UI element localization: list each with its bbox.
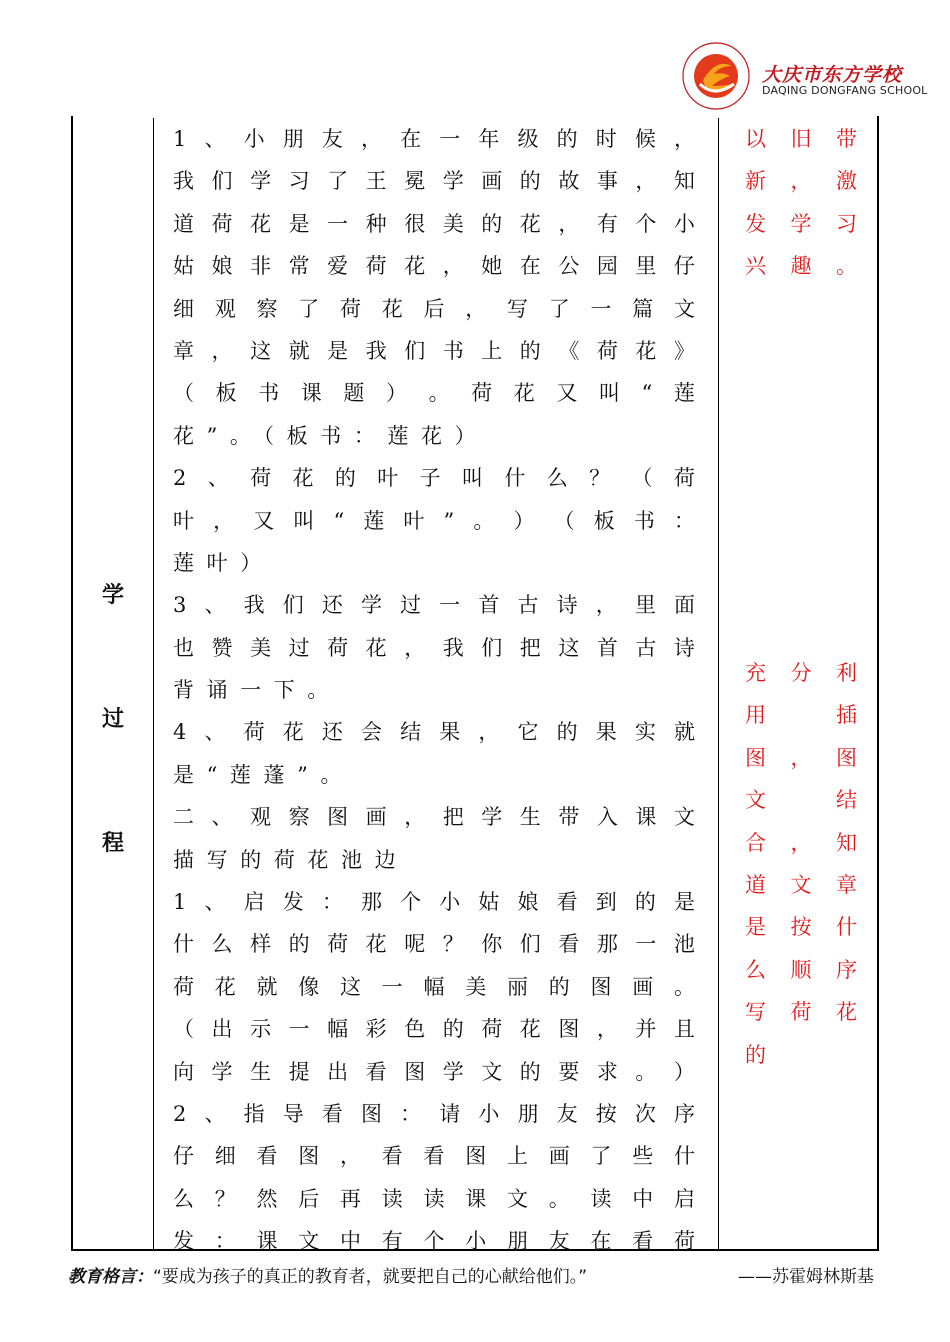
text-line: 用 插	[745, 703, 857, 728]
text-line: 发 学 习	[745, 211, 857, 236]
text-line: 4 、 荷 花 还 会 结 果 ， 它 的 果 实 就	[173, 720, 695, 745]
text-line: 花”。（板书：莲花）	[173, 423, 489, 448]
text-line: 也 赞 美 过 荷 花 ， 我 们 把 这 首 古 诗	[173, 635, 695, 660]
text-line: 充 分 利	[745, 661, 857, 685]
text-line: 新 ， 激	[745, 169, 857, 194]
lesson-process-text	[173, 118, 695, 1263]
school-logo	[676, 40, 756, 112]
text-line: 叶 ， 又 叫 “ 莲 叶 ” 。 ） （ 板 书 ：	[173, 508, 695, 533]
text-line: 姑 娘 非 常 爱 荷 花 ， 她 在 公 园 里 仔	[173, 254, 695, 279]
text-line: 么 顺 序	[745, 957, 857, 982]
text-line: 道 文 章	[745, 872, 857, 897]
text-line: 合 ， 知	[745, 830, 857, 855]
text-line: 描写的荷花池边	[173, 847, 409, 872]
column-divider	[718, 118, 719, 1249]
text-line: 背诵一下。	[173, 678, 341, 703]
text-line: 章 ， 这 就 是 我 们 书 上 的 《 荷 花 》	[173, 338, 695, 363]
text-line: 以 旧 带	[745, 127, 857, 151]
side-label-char: 程	[101, 831, 124, 856]
motto-label: 教育格言：	[68, 1267, 153, 1287]
text-line: 我 们 学 习 了 王 冕 学 画 的 故 事 ， 知	[173, 169, 695, 194]
text-line: （ 出 示 一 幅 彩 色 的 荷 花 图 ， 并 且	[173, 1017, 695, 1042]
text-line: 1 、 启 发 ： 那 个 小 姑 娘 看 到 的 是	[173, 890, 695, 915]
school-name-en: DAQING DONGFANG SCHOOL	[762, 84, 928, 97]
text-line: 么 ？ 然 后 再 读 读 课 文 。 读 中 启	[173, 1186, 695, 1211]
text-line: 是 按 什	[745, 915, 857, 940]
text-line: （ 板 书 课 题 ） 。 荷 花 又 叫 “ 莲	[173, 381, 695, 406]
text-line: 文 结	[745, 788, 857, 813]
text-line: 道 荷 花 是 一 种 很 美 的 花 ， 有 个 小	[173, 211, 695, 236]
text-line: 1 、 小 朋 友 ， 在 一 年 级 的 时 候 ，	[173, 127, 695, 151]
lesson-table	[71, 118, 879, 1254]
text-line: 莲叶）	[173, 550, 274, 575]
text-line: 二 、 观 察 图 画 ， 把 学 生 带 入 课 文	[173, 805, 695, 830]
school-name-cn: 大庆市东方学校	[762, 64, 903, 86]
teaching-note-1	[745, 118, 857, 288]
text-line: 兴 趣 。	[745, 254, 857, 279]
text-line: 细 观 察 了 荷 花 后 ， 写 了 一 篇 文	[173, 296, 695, 321]
column-divider	[153, 118, 154, 1249]
text-line: 向 学 生 提 出 看 图 学 文 的 要 求 。 ）	[173, 1059, 695, 1084]
text-line: 2 、 指 导 看 图 ： 请 小 朋 友 按 次 序	[173, 1101, 695, 1126]
motto-author: ——苏霍姆林斯基	[738, 1267, 874, 1287]
side-label-char: 学	[101, 583, 124, 608]
text-line: 发 ： 课 文 中 有 个 小 朋 友 在 看 荷	[173, 1229, 695, 1254]
teaching-note-2	[745, 652, 857, 1076]
text-line: 什 么 样 的 荷 花 呢 ？ 你 们 看 那 一 池	[173, 932, 695, 957]
text-line: 图 ， 图	[745, 745, 857, 770]
text-line: 仔 细 看 图 ， 看 看 图 上 画 了 些 什	[173, 1144, 695, 1169]
text-line: 写 荷 花	[745, 1000, 857, 1025]
motto-quote: “要成为孩子的真正的教育者，就要把自己的心献给他们。”	[153, 1267, 588, 1287]
text-line: 2 、 荷 花 的 叶 子 叫 什 么 ？ （ 荷	[173, 466, 695, 491]
side-label-char: 过	[101, 707, 124, 732]
text-line: 荷 花 就 像 这 一 幅 美 丽 的 图 画 。	[173, 974, 695, 999]
text-line: 3 、 我 们 还 学 过 一 首 古 诗 ， 里 面	[173, 593, 695, 618]
text-line: 是“莲蓬”。	[173, 762, 355, 787]
text-line: 的	[745, 1042, 779, 1067]
footer-motto	[68, 1262, 888, 1292]
